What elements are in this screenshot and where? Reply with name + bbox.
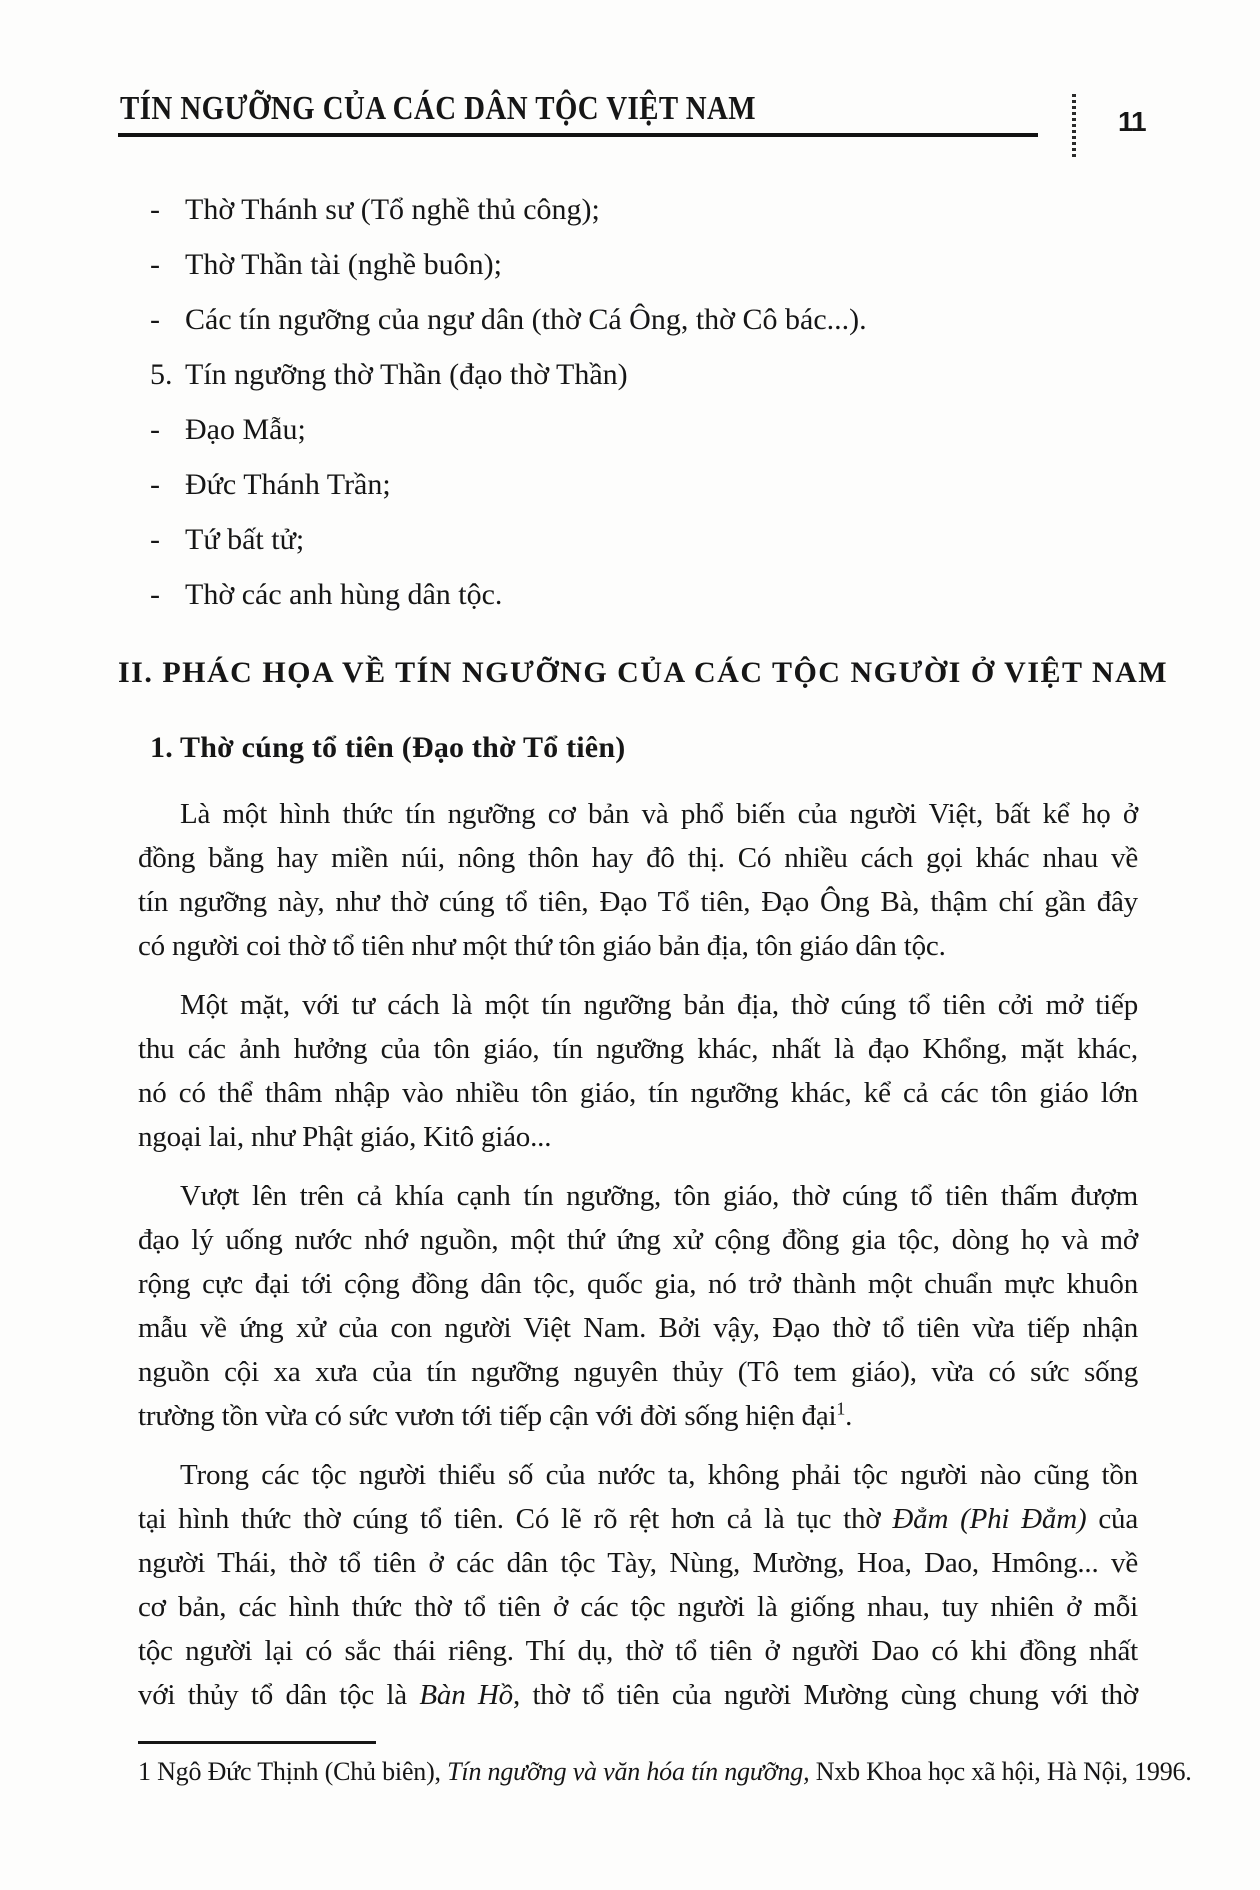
list-item-text: Tín ngưỡng thờ Thần (đạo thờ Thần) (185, 358, 628, 391)
paragraph-line: nguồn cội xa xưa của tín ngưỡng nguyên thủy (Tô tem giáo), vừa có sức sống (138, 1356, 1138, 1388)
paragraph-line: có người coi thờ tổ tiên như một thứ tôn giáo bản địa, tôn giáo dân tộc. (138, 930, 946, 962)
list-item (138, 347, 1138, 402)
list-item-text: Đạo Mẫu; (185, 413, 306, 446)
footnote-separator (138, 1741, 376, 1744)
paragraph-line: mẫu về ứng xử của con người Việt Nam. Bởi vậy, Đạo thờ tổ tiên vừa tiếp nhận (138, 1312, 1138, 1344)
list-marker: - (150, 248, 160, 281)
paragraph-line: tại hình thức thờ cúng tổ tiên. Có lẽ rõ rệt hơn cả là tục thờ Đẳm (Phi Đẳm) của (138, 1503, 1138, 1535)
section-heading: II. PHÁC HỌA VỀ TÍN NGƯỠNG CỦA CÁC TỘC NGƯỜI Ở VIỆT NAM (118, 656, 1169, 689)
paragraph-line: nó có thể thâm nhập vào nhiều tôn giáo, tín ngưỡng khác, kể cả các tôn giáo lớn (138, 1077, 1138, 1109)
paragraph-line: đạo lý uống nước nhớ nguồn, một thứ ứng xử cộng đồng gia tộc, dòng họ và mở (138, 1224, 1138, 1256)
paragraph (138, 1174, 1138, 1438)
paragraph-line: ngoại lai, như Phật giáo, Kitô giáo... (138, 1121, 552, 1153)
list-marker: - (150, 578, 160, 611)
paragraph-line: với thủy tổ dân tộc là Bàn Hồ, thờ tổ tiên của người Mường cùng chung với thờ (138, 1679, 1138, 1711)
paragraph-line: Trong các tộc người thiểu số của nước ta, không phải tộc người nào cũng tồn (180, 1459, 1138, 1491)
list-item-text: Thờ các anh hùng dân tộc. (185, 578, 503, 611)
list-item (138, 237, 1138, 292)
paragraph-line: thu các ảnh hưởng của tôn giáo, tín ngưỡng khác, nhất là đạo Khổng, mặt khác, (138, 1033, 1138, 1065)
list-item-text: Đức Thánh Trần; (185, 468, 391, 501)
list-item (138, 512, 1138, 567)
footnote: 1 Ngô Đức Thịnh (Chủ biên), Tín ngưỡng và văn hóa tín ngưỡng, Nxb Khoa học xã hội, Hà Nội, 1996. (138, 1757, 1192, 1786)
list-item (138, 457, 1138, 512)
paragraph-line: Một mặt, với tư cách là một tín ngưỡng bản địa, thờ cúng tổ tiên cởi mở tiếp (180, 989, 1138, 1021)
paragraph-line: tín ngưỡng này, như thờ cúng tổ tiên, Đạo Tổ tiên, Đạo Ông Bà, thậm chí gần đây (138, 886, 1138, 918)
paragraph-line: cơ bản, các hình thức thờ tổ tiên ở các tộc người là giống nhau, tuy nhiên ở mỗi (138, 1591, 1138, 1623)
list-item (138, 182, 1138, 237)
list-marker: - (150, 413, 160, 446)
list-item (138, 402, 1138, 457)
belief-list (138, 182, 1138, 622)
list-marker: 5. (150, 358, 173, 391)
list-marker: - (150, 193, 160, 226)
list-marker: - (150, 303, 160, 336)
paragraph-line: rộng cực đại tới cộng đồng dân tộc, quốc gia, nó trở thành một chuẩn mực khuôn (138, 1268, 1138, 1300)
page-content (118, 182, 1192, 1792)
paragraph (138, 1453, 1138, 1717)
paragraph-line: Là một hình thức tín ngưỡng cơ bản và phổ biến của người Việt, bất kể họ ở (180, 798, 1138, 830)
dotted-divider-icon (1072, 94, 1076, 158)
header-rule (118, 133, 1038, 137)
paragraph (138, 792, 1138, 968)
paragraph (138, 983, 1138, 1159)
paragraph-line: đồng bằng hay miền núi, nông thôn hay đô thị. Có nhiều cách gọi khác nhau về (138, 842, 1138, 874)
list-item (138, 292, 1138, 347)
list-item-text: Thờ Thần tài (nghề buôn); (185, 248, 502, 281)
paragraph-line: người Thái, thờ tổ tiên ở các dân tộc Tày, Nùng, Mường, Hoa, Dao, Hmông... về (138, 1547, 1138, 1579)
list-marker: - (150, 468, 160, 501)
list-item-text: Thờ Thánh sư (Tổ nghề thủ công); (185, 193, 600, 226)
running-header-title: TÍN NGƯỠNG CỦA CÁC DÂN TỘC VIỆT NAM (120, 90, 757, 127)
list-item-text: Các tín ngưỡng của ngư dân (thờ Cá Ông, thờ Cô bác...). (185, 303, 867, 336)
page-number: 11 (1118, 106, 1146, 137)
list-marker: - (150, 523, 160, 556)
subsection-heading: 1. Thờ cúng tổ tiên (Đạo thờ Tổ tiên) (150, 731, 626, 764)
paragraph-line: Vượt lên trên cả khía cạnh tín ngưỡng, tôn giáo, thờ cúng tổ tiên thấm đượm (180, 1180, 1138, 1212)
paragraph-line: trường tồn vừa có sức vươn tới tiếp cận với đời sống hiện đại$^1$. (138, 1398, 853, 1432)
list-item-text: Tứ bất tử; (185, 523, 305, 556)
list-item (138, 567, 1138, 622)
paragraph-line: tộc người lại có sắc thái riêng. Thí dụ, thờ tổ tiên ở người Dao có khi đồng nhất (138, 1635, 1138, 1667)
